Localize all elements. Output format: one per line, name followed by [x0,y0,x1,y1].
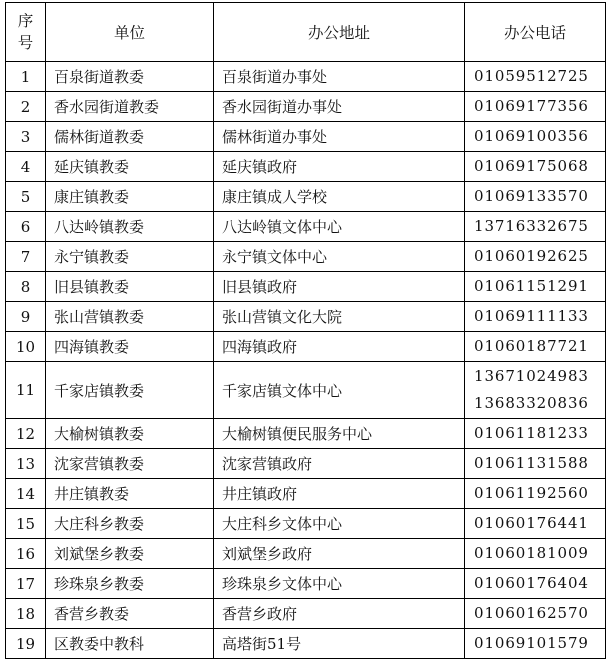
office-address: 延庆镇政府 [214,152,465,182]
office-address: 儒林街道办事处 [214,122,465,152]
table-row [6,272,606,302]
office-phone [465,449,606,479]
unit-name: 八达岭镇教委 [46,212,214,242]
unit-name: 大榆树镇教委 [46,419,214,449]
row-number: 5 [6,182,46,212]
header-unit: 单位 [46,3,214,62]
table-row [6,302,606,332]
unit-name: 井庄镇教委 [46,479,214,509]
row-number: 19 [6,629,46,659]
unit-name: 刘斌堡乡教委 [46,539,214,569]
office-address: 沈家营镇政府 [214,449,465,479]
phone-number: 01060187721 [474,337,589,355]
office-phone [465,509,606,539]
office-contact-table-document [5,2,605,659]
unit-name: 大庄科乡教委 [46,509,214,539]
office-phone [465,599,606,629]
unit-name: 香营乡教委 [46,599,214,629]
office-address: 永宁镇文体中心 [214,242,465,272]
phone-number: 01059512725 [474,67,589,85]
phone-number: 01060176441 [474,514,589,532]
row-number: 16 [6,539,46,569]
table-row [6,152,606,182]
office-address: 大榆树镇便民服务中心 [214,419,465,449]
unit-name: 延庆镇教委 [46,152,214,182]
phone-number: 01061181233 [474,424,589,442]
office-address: 百泉街道办事处 [214,62,465,92]
phone-number: 01069100356 [474,127,589,145]
row-number: 9 [6,302,46,332]
office-phone [465,419,606,449]
header-seq-bottom: 号 [17,34,34,52]
office-address: 香营乡政府 [214,599,465,629]
phone-number: 01069111133 [474,307,589,325]
office-address: 刘斌堡乡政府 [214,539,465,569]
header-phone: 办公电话 [465,3,606,62]
table-row [6,479,606,509]
office-address: 千家店镇文体中心 [214,362,465,419]
table-row [6,182,606,212]
office-phone [465,332,606,362]
table-row [6,599,606,629]
phone-number: 13671024983 [474,367,589,385]
unit-name: 儒林街道教委 [46,122,214,152]
phone-number: 13683320836 [474,394,589,412]
row-number: 12 [6,419,46,449]
office-address: 张山营镇文化大院 [214,302,465,332]
office-contact-table [5,2,606,659]
table-row [6,569,606,599]
phone-number: 01069101579 [474,634,589,652]
office-address: 高塔街51号 [214,629,465,659]
office-phone [465,272,606,302]
table-row [6,122,606,152]
unit-name: 四海镇教委 [46,332,214,362]
phone-number: 01061192560 [474,484,589,502]
table-row [6,92,606,122]
phone-number: 01069175068 [474,157,589,175]
table-row [6,362,606,419]
row-number: 7 [6,242,46,272]
row-number: 17 [6,569,46,599]
table-row [6,332,606,362]
header-seq-top: 序 [17,12,34,30]
unit-name: 沈家营镇教委 [46,449,214,479]
phone-number: 01060181009 [474,544,589,562]
office-address: 旧县镇政府 [214,272,465,302]
unit-name: 千家店镇教委 [46,362,214,419]
unit-name: 香水园街道教委 [46,92,214,122]
phone-number: 01060192625 [474,247,589,265]
unit-name: 珍珠泉乡教委 [46,569,214,599]
table-row [6,419,606,449]
office-phone [465,92,606,122]
header-address: 办公地址 [214,3,465,62]
office-address: 大庄科乡文体中心 [214,509,465,539]
unit-name: 百泉街道教委 [46,62,214,92]
unit-name: 张山营镇教委 [46,302,214,332]
unit-name: 永宁镇教委 [46,242,214,272]
table-header-row [6,3,606,62]
row-number: 1 [6,62,46,92]
office-address: 四海镇政府 [214,332,465,362]
unit-name: 区教委中教科 [46,629,214,659]
header-seq [6,3,46,62]
phone-number: 01069177356 [474,97,589,115]
office-phone [465,362,606,419]
unit-name: 旧县镇教委 [46,272,214,302]
office-phone [465,569,606,599]
phone-number: 13716332675 [474,217,589,235]
office-phone [465,152,606,182]
phone-number: 01060162570 [474,604,589,622]
table-row [6,212,606,242]
office-phone [465,479,606,509]
row-number: 13 [6,449,46,479]
office-address: 井庄镇政府 [214,479,465,509]
table-row [6,449,606,479]
row-number: 2 [6,92,46,122]
row-number: 18 [6,599,46,629]
office-phone [465,122,606,152]
office-phone [465,302,606,332]
office-address: 珍珠泉乡文体中心 [214,569,465,599]
phone-number: 01069133570 [474,187,589,205]
row-number: 4 [6,152,46,182]
phone-number: 01061131588 [474,454,589,472]
row-number: 10 [6,332,46,362]
row-number: 14 [6,479,46,509]
office-phone [465,212,606,242]
table-row [6,242,606,272]
office-phone [465,242,606,272]
table-row [6,62,606,92]
office-phone [465,539,606,569]
row-number: 6 [6,212,46,242]
table-body [6,62,606,659]
unit-name: 康庄镇教委 [46,182,214,212]
row-number: 11 [6,362,46,419]
phone-number: 01061151291 [474,277,589,295]
table-row [6,629,606,659]
office-phone [465,629,606,659]
table-row [6,509,606,539]
office-address: 八达岭镇文体中心 [214,212,465,242]
office-phone [465,62,606,92]
row-number: 15 [6,509,46,539]
row-number: 3 [6,122,46,152]
office-phone [465,182,606,212]
phone-number: 01060176404 [474,574,589,592]
office-address: 康庄镇成人学校 [214,182,465,212]
row-number: 8 [6,272,46,302]
table-row [6,539,606,569]
office-address: 香水园街道办事处 [214,92,465,122]
